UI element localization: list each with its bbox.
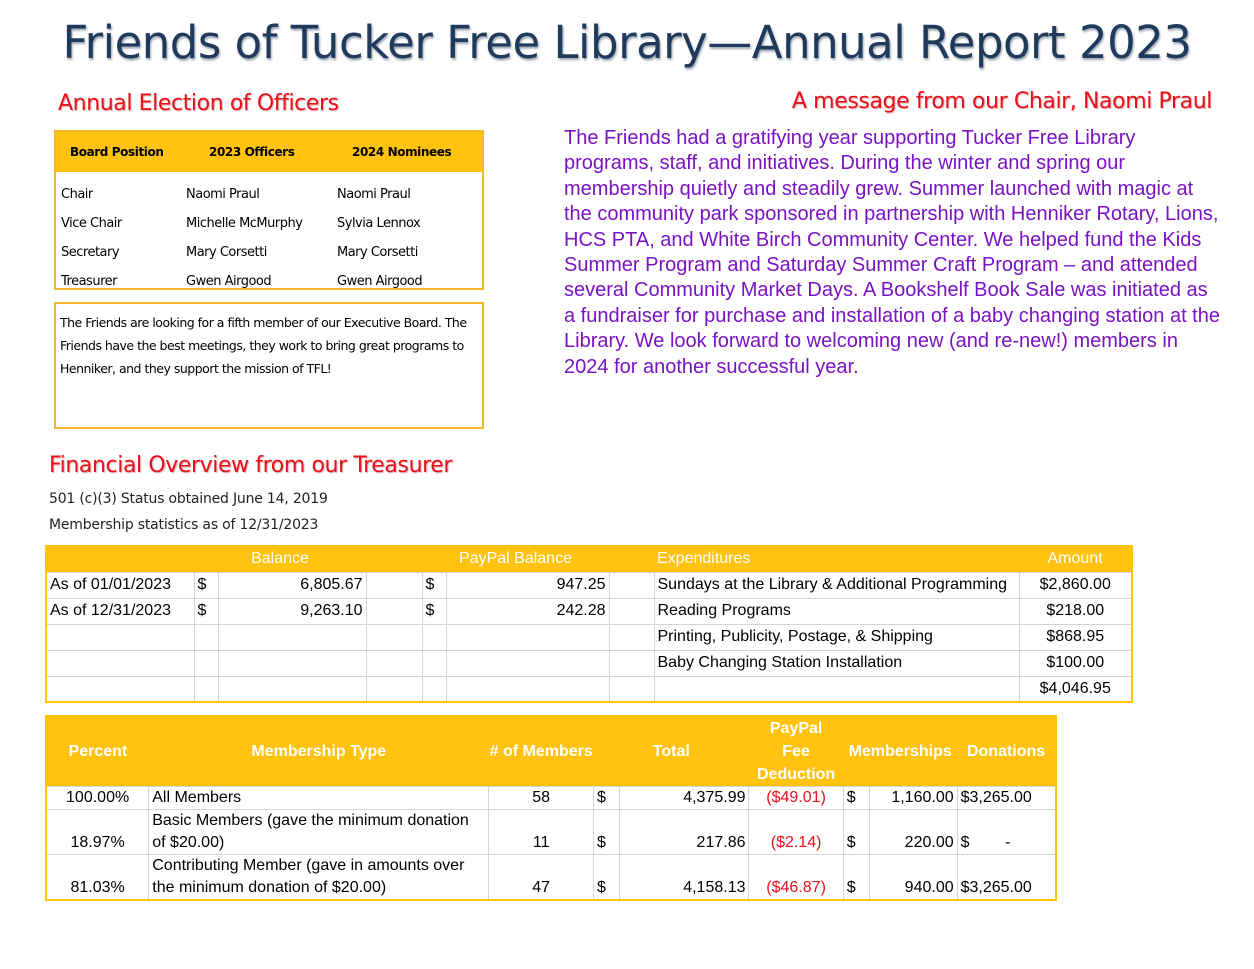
officer-2023: Gwen Airgood [186, 274, 272, 289]
member-fee: ($46.87) [749, 855, 843, 901]
chair-message: The Friends had a gratifying year supporting Tucker Free Library programs, staff, and initiatives. During the winter and spring our membership quietly and steadily grew. Summer launched with magic at the community park sponsored in partnership with Henniker Rotary, Lions, HCS PTA, and White Birch Community Center. We helped fund the Kids Summer Program and Saturday Summer Craft Program – and attended several Community Market Days. A Bookshelf Book Sale was initiated as a fundraiser for purchase and installation of a baby changing station at the Library. We look forward to welcoming new (and re-new!) members in 2024 for another successful year. [564, 127, 1220, 378]
balance-header: Balance [194, 546, 366, 572]
percent-header: Percent [46, 716, 149, 787]
officer-2024: Gwen Airgood [337, 274, 423, 289]
officer-row [56, 209, 482, 238]
membership-header-row [46, 716, 1056, 787]
member-count: 47 [489, 855, 594, 901]
currency-sign: $ [194, 598, 218, 624]
table-row [46, 572, 1132, 598]
member-total: 4,158.13 [619, 855, 749, 901]
officer-row [56, 267, 482, 296]
officers-table [54, 130, 484, 290]
expenditure-amount: $100.00 [1019, 650, 1132, 676]
status-line: 501 (c)(3) Status obtained June 14, 2019 [49, 491, 328, 507]
currency-sign: $ [843, 810, 869, 855]
member-memberships: 220.00 [869, 810, 957, 855]
table-row [46, 855, 1056, 901]
paypal-value: 242.28 [446, 598, 609, 624]
membership-type-header: Membership Type [149, 716, 489, 787]
member-fee: ($2.14) [749, 810, 843, 855]
member-type: All Members [149, 787, 489, 810]
officer-row [56, 238, 482, 267]
members-count-header: # of Members [489, 716, 594, 787]
officer-row [56, 180, 482, 209]
chair-heading: A message from our Chair, Naomi Praul [791, 89, 1212, 114]
officer-2024: Naomi Praul [337, 187, 411, 202]
table-row [46, 787, 1056, 810]
officer-position: Secretary [61, 245, 120, 260]
membership-table [45, 715, 1057, 901]
balance-date: As of 01/01/2023 [46, 572, 194, 598]
currency-sign: $ [594, 855, 620, 901]
member-count: 58 [489, 787, 594, 810]
currency-sign: $ [194, 572, 218, 598]
expenditures-header: Expenditures [654, 546, 1019, 572]
currency-sign: $ [422, 572, 446, 598]
paypal-fee-header: PayPal Fee Deduction [749, 716, 843, 787]
balance-header-row [46, 546, 1132, 572]
balance-value: 6,805.67 [218, 572, 366, 598]
member-count: 11 [489, 810, 594, 855]
officer-2024: Sylvia Lennox [337, 216, 421, 231]
table-row [46, 624, 1132, 650]
table-row [46, 598, 1132, 624]
officer-position: Treasurer [61, 274, 117, 289]
total-header: Total [594, 716, 749, 787]
officer-position: Vice Chair [61, 216, 122, 231]
currency-sign: $ [843, 787, 869, 810]
officer-2023: Michelle McMurphy [186, 216, 303, 231]
officer-2023: Naomi Praul [186, 187, 260, 202]
officers-col-2024: 2024 Nominees [352, 145, 452, 159]
expenditure-amount: $868.95 [1019, 624, 1132, 650]
currency-sign: $ [594, 810, 620, 855]
member-donations: $ - [957, 810, 1056, 855]
member-type: Contributing Member (gave in amounts over the minimum donation of $20.00) [149, 855, 489, 901]
balance-table [45, 545, 1133, 703]
currency-sign: $ [843, 855, 869, 901]
expenditure-item: Sundays at the Library & Additional Programming [654, 572, 1019, 598]
paypal-value: 947.25 [446, 572, 609, 598]
member-memberships: 940.00 [869, 855, 957, 901]
member-percent: 18.97% [46, 810, 149, 855]
expenditure-item: Baby Changing Station Installation [654, 650, 1019, 676]
memberships-header: Memberships [843, 716, 957, 787]
table-row [46, 676, 1132, 702]
amount-header: Amount [1019, 546, 1132, 572]
page-title: Friends of Tucker Free Library—Annual Report 2023 [62, 16, 1192, 69]
member-percent: 81.03% [46, 855, 149, 901]
financial-heading: Financial Overview from our Treasurer [49, 453, 453, 478]
member-donations: $3,265.00 [957, 855, 1056, 901]
officer-2024: Mary Corsetti [337, 245, 418, 260]
member-total: 217.86 [619, 810, 749, 855]
officer-2023: Mary Corsetti [186, 245, 267, 260]
paypal-header: PayPal Balance [422, 546, 609, 572]
balance-value: 9,263.10 [218, 598, 366, 624]
table-row [46, 650, 1132, 676]
donations-header: Donations [957, 716, 1056, 787]
currency-sign: $ [422, 598, 446, 624]
member-total: 4,375.99 [619, 787, 749, 810]
member-donations: $3,265.00 [957, 787, 1056, 810]
member-percent: 100.00% [46, 787, 149, 810]
expenditure-item: Printing, Publicity, Postage, & Shipping [654, 624, 1019, 650]
officer-position: Chair [61, 187, 93, 202]
balance-date: As of 12/31/2023 [46, 598, 194, 624]
expenditure-amount: $218.00 [1019, 598, 1132, 624]
member-type: Basic Members (gave the minimum donation of $20.00) [149, 810, 489, 855]
election-heading: Annual Election of Officers [58, 91, 339, 116]
table-row [46, 810, 1056, 855]
officers-col-position: Board Position [70, 145, 164, 159]
expenditure-item: Reading Programs [654, 598, 1019, 624]
expenditure-total: $4,046.95 [1019, 676, 1132, 702]
member-memberships: 1,160.00 [869, 787, 957, 810]
expenditure-amount: $2,860.00 [1019, 572, 1132, 598]
currency-sign: $ [594, 787, 620, 810]
officers-col-2023: 2023 Officers [209, 145, 295, 159]
membership-stats-line: Membership statistics as of 12/31/2023 [49, 517, 319, 533]
board-notice: The Friends are looking for a fifth member of our Executive Board. The Friends have the best meetings, they work to bring great programs to Henniker, and they support the mission of TFL! [54, 302, 484, 429]
officers-header [56, 132, 482, 172]
member-fee: ($49.01) [749, 787, 843, 810]
